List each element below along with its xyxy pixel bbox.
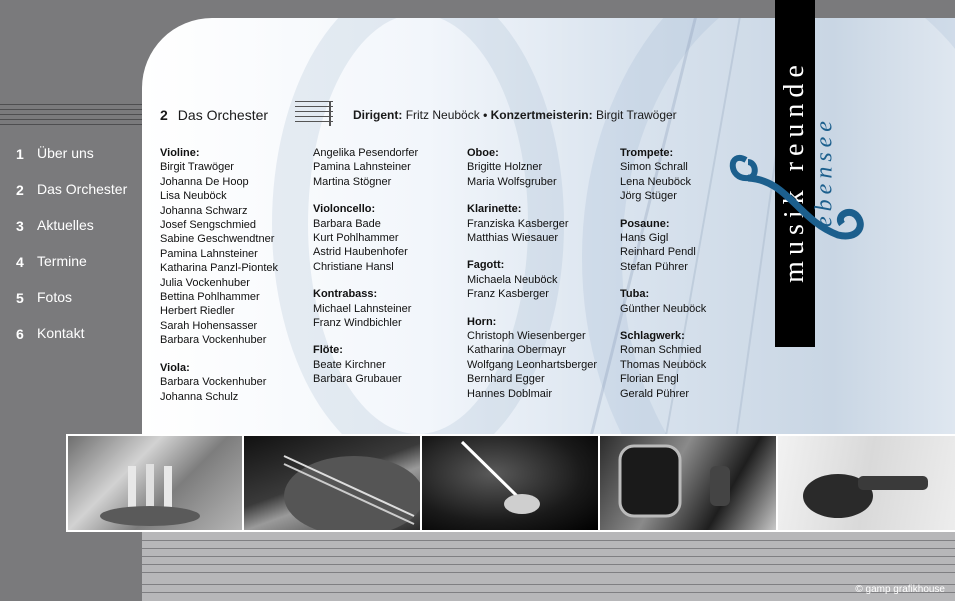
conductor-photo	[422, 436, 598, 530]
logo-main-text: musik reunde	[779, 59, 810, 283]
instrument-section	[620, 329, 770, 401]
instrument-section	[467, 146, 617, 189]
member-name: Pamina Lahnsteiner	[160, 247, 258, 260]
photo-strip	[66, 434, 955, 532]
member-name: Johanna Schulz	[160, 390, 239, 403]
member-name: Bernhard Egger	[467, 373, 545, 386]
instrument-section	[160, 361, 310, 404]
staff-icon	[295, 101, 333, 129]
member-name: Sabine Geschwendtner	[160, 233, 275, 246]
member-name: Lisa Neuböck	[160, 190, 227, 203]
member-name: Barbara Bade	[313, 217, 381, 230]
member-name: Wolfgang Leonhartsberger	[467, 358, 598, 371]
conductor-label: Dirigent:	[353, 108, 403, 122]
section-title: Oboe:	[467, 147, 499, 159]
member-name: Florian Engl	[620, 373, 679, 386]
member-name: Franz Kasberger	[467, 288, 549, 301]
member-name: Birgit Trawöger	[160, 161, 234, 174]
member-name: Brigitte Holzner	[467, 161, 543, 174]
instrument-section	[313, 202, 463, 274]
section-title: Posaune:	[620, 217, 670, 230]
conductor-name: Fritz Neuböck	[405, 108, 480, 122]
nav-label: Termine	[37, 253, 87, 269]
member-name: Gerald Pührer	[620, 387, 690, 400]
member-name: Jörg Stüger	[620, 190, 677, 203]
nav-number: 3	[16, 218, 24, 234]
member-name: Barbara Vockenhuber	[160, 376, 267, 389]
section-title: Klarinette:	[467, 203, 522, 216]
main-nav	[0, 142, 142, 358]
nav-item-das-orchester[interactable]	[0, 178, 142, 214]
page-title	[160, 107, 268, 123]
member-name: Franziska Kasberger	[467, 217, 569, 230]
instrument-section	[313, 343, 463, 386]
member-name: Angelika Pesendorfer	[313, 147, 419, 159]
nav-label: Fotos	[37, 289, 73, 305]
nav-label: Über uns	[37, 145, 94, 161]
nav-number: 5	[16, 290, 24, 306]
violin-scroll-photo	[778, 436, 955, 530]
sheet-music-band	[142, 532, 955, 601]
instrument-section	[467, 202, 617, 245]
separator: •	[483, 108, 488, 122]
section-title: Tuba:	[620, 288, 650, 301]
instrument-section	[620, 287, 770, 316]
page-title-text: Das Orchester	[177, 107, 269, 123]
member-name: Hannes Doblmair	[467, 387, 552, 400]
member-name: Franz Windbichler	[313, 317, 402, 330]
member-name: Julia Vockenhuber	[160, 276, 250, 289]
logo-sub-text: ebensee	[811, 116, 838, 227]
member-name: Herbert Riedler	[160, 305, 235, 318]
concertmaster-name: Birgit Trawöger	[595, 108, 677, 122]
nav-number: 1	[16, 146, 24, 162]
member-name: Barbara Grubauer	[313, 373, 402, 386]
section-title: Kontrabass:	[313, 288, 378, 301]
member-name: Johanna Schwarz	[160, 204, 248, 217]
nav-item-termine[interactable]	[0, 250, 142, 286]
member-name: Josef Sengschmied	[160, 219, 256, 232]
instrument-section	[160, 146, 310, 348]
instrument-section	[467, 315, 617, 401]
section-title: Violine:	[160, 147, 200, 159]
conductor-info	[353, 108, 677, 122]
chairs-photo	[600, 436, 776, 530]
member-name: Simon Schrall	[620, 161, 688, 174]
nav-label: Aktuelles	[37, 217, 94, 233]
member-name: Reinhard Pendl	[620, 246, 696, 259]
member-column	[160, 146, 310, 417]
section-title: Trompete:	[620, 147, 674, 159]
member-name: Hans Gigl	[620, 232, 669, 245]
tuba-photo	[68, 436, 242, 530]
member-name: Kurt Pohlhammer	[313, 232, 399, 245]
member-name: Thomas Neuböck	[620, 358, 707, 371]
copyright: © gamp grafikhouse	[855, 584, 945, 595]
member-name: Katharina Panzl-Piontek	[160, 262, 279, 275]
member-name: Katharina Obermayr	[467, 344, 567, 357]
member-name: Bettina Pohlhammer	[160, 291, 260, 304]
staff-lines-decoration	[0, 104, 142, 126]
member-name: Pamina Lahnsteiner	[313, 161, 411, 174]
nav-item-fotos[interactable]	[0, 286, 142, 322]
nav-label: Das Orchester	[37, 181, 128, 197]
cello-photo	[244, 436, 420, 530]
instrument-section	[313, 146, 463, 189]
member-name: Johanna De Hoop	[160, 175, 249, 188]
member-name: Matthias Wiesauer	[467, 232, 559, 245]
page-number: 2	[160, 107, 168, 123]
member-name: Roman Schmied	[620, 344, 702, 357]
f-clef-swirl-icon	[728, 140, 868, 250]
section-title: Viola:	[160, 361, 190, 374]
member-name: Maria Wolfsgruber	[467, 175, 557, 188]
member-name: Martina Stögner	[313, 175, 392, 188]
member-name: Stefan Pührer	[620, 260, 688, 273]
member-name: Astrid Haubenhofer	[313, 246, 408, 259]
member-name: Günther Neuböck	[620, 302, 707, 315]
member-name: Christoph Wiesenberger	[467, 330, 586, 343]
section-title: Schlagwerk:	[620, 330, 685, 343]
member-name: Barbara Vockenhuber	[160, 334, 267, 347]
member-name: Lena Neuböck	[620, 175, 691, 188]
instrument-section	[467, 258, 617, 301]
section-title: Violoncello:	[313, 203, 376, 216]
concertmaster-label: Konzertmeisterin:	[490, 108, 593, 122]
member-name: Christiane Hansl	[313, 260, 394, 273]
member-column	[467, 146, 617, 414]
nav-number: 2	[16, 182, 24, 198]
nav-number: 6	[16, 326, 24, 342]
member-name: Beate Kirchner	[313, 358, 386, 371]
member-name: Michael Lahnsteiner	[313, 302, 412, 315]
section-title: Fagott:	[467, 259, 505, 272]
section-title: Flöte:	[313, 344, 343, 357]
instrument-section	[313, 287, 463, 330]
nav-number: 4	[16, 254, 24, 270]
nav-item-aktuelles[interactable]	[0, 214, 142, 250]
section-title: Horn:	[467, 315, 497, 328]
nav-item-ueber-uns[interactable]	[0, 142, 142, 178]
member-name: Michaela Neuböck	[467, 273, 558, 286]
nav-item-kontakt[interactable]	[0, 322, 142, 358]
member-name: Sarah Hohensasser	[160, 319, 258, 332]
member-column	[313, 146, 463, 400]
nav-label: Kontakt	[37, 325, 85, 341]
